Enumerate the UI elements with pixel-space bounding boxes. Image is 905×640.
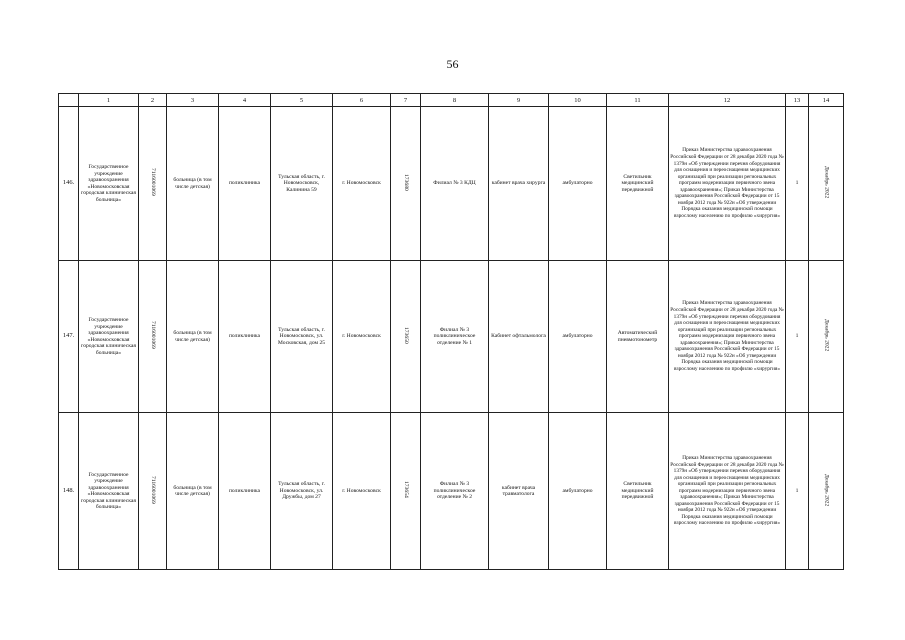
facility-type: больница (в том числе детская) (167, 413, 219, 570)
date-cell (809, 261, 844, 413)
row-number: 146. (59, 107, 79, 261)
organization-name: Государственное учреждение здравоохранения «Новомосковская городская клиническая больница» (79, 107, 139, 261)
org-code: 7116001069 (149, 321, 156, 350)
organization-name: Государственное учреждение здравоохранения «Новомосковская городская клиническая больница» (79, 261, 139, 413)
care-form: амбулаторно (549, 261, 607, 413)
column-header: 13 (786, 94, 809, 107)
equipment: Светильник медицинский передвижной (607, 107, 669, 261)
zip-code: 173650 (402, 326, 409, 344)
column-number-row (59, 94, 844, 107)
column-header: 12 (669, 94, 786, 107)
column-header: 10 (549, 94, 607, 107)
care-form: амбулаторно (549, 413, 607, 570)
address: Тульская область, г. Новомосковск, ул. Московская, дом 25 (271, 261, 333, 413)
org-code: 7116001069 (149, 475, 156, 504)
table-row (59, 107, 844, 261)
room: кабинет врача хирурга (489, 107, 549, 261)
org-code: 7116001069 (149, 168, 156, 197)
care-form: амбулаторно (549, 107, 607, 261)
equipment: Автоматический пневмотонометр (607, 261, 669, 413)
address: Тульская область, г. Новомосковск, Калинина 59 (271, 107, 333, 261)
equipment: Светильник медицинский передвижной (607, 413, 669, 570)
column-header: 4 (219, 94, 271, 107)
column-header (59, 94, 79, 107)
column-header: 8 (421, 94, 489, 107)
quantity: 1 (786, 261, 809, 413)
row-number: 148. (59, 413, 79, 570)
column-header: 5 (271, 94, 333, 107)
column-header: 2 (139, 94, 167, 107)
zip-code: 173654 (402, 481, 409, 499)
column-header: 6 (333, 94, 391, 107)
table-row (59, 413, 844, 570)
column-header: 3 (167, 94, 219, 107)
zip-cell (391, 413, 421, 570)
column-header: 9 (489, 94, 549, 107)
column-header: 1 (79, 94, 139, 107)
equipment-table (58, 93, 844, 570)
room: кабинет врача травматолога (489, 413, 549, 570)
column-header: 7 (391, 94, 421, 107)
zip-code: 173680 (402, 173, 409, 191)
address: Тульская область, г. Новомосковск, ул. Дружбы, дом 27 (271, 413, 333, 570)
org-code-cell (139, 107, 167, 261)
facility-type: больница (в том числе детская) (167, 261, 219, 413)
zip-cell (391, 261, 421, 413)
legal-basis: Приказ Министерства здравоохранения Российской Федерации от 28 декабря 2020 года № 1379н «Об утверждении перечня оборудования для оснащения и переоснащения медицинских организаций при реализации региональных программ модернизации первичного звена здравоохранения»; Приказ Министерства здравоохранения Российской Федерации от 15 ноября 2012 года № 922н «Об утверждении Порядка оказания медицинской помощи взрослому населению по профилю «хирургия» (669, 413, 786, 570)
city: г. Новомосковск (333, 107, 391, 261)
row-number: 147. (59, 261, 79, 413)
branch: Филиал № 3 поликлиническое отделение № 1 (421, 261, 489, 413)
column-header: 14 (809, 94, 844, 107)
delivery-date: Декабрь 2022 (823, 166, 830, 199)
facility-kind: поликлиника (219, 261, 271, 413)
branch: Филиал № 3 КДЦ (421, 107, 489, 261)
column-header: 11 (607, 94, 669, 107)
legal-basis: Приказ Министерства здравоохранения Российской Федерации от 28 декабря 2020 года № 1379н «Об утверждении перечня оборудования для оснащения и переоснащения медицинских организаций при реализации региональных программ модернизации первичного звена здравоохранения»; Приказ Министерства здравоохранения Российской Федерации от 15 ноября 2012 года № 922н «Об утверждении Порядка оказания медицинской помощи взрослому населению по профилю «хирургия» (669, 107, 786, 261)
date-cell (809, 107, 844, 261)
facility-kind: поликлиника (219, 107, 271, 261)
delivery-date: Декабрь 2022 (823, 319, 830, 352)
delivery-date: Декабрь 2022 (823, 473, 830, 506)
city: г. Новомосковск (333, 413, 391, 570)
quantity: 1 (786, 413, 809, 570)
branch: Филиал № 3 поликлиническое отделение № 2 (421, 413, 489, 570)
facility-type: больница (в том числе детская) (167, 107, 219, 261)
room: Кабинет офтальмолога (489, 261, 549, 413)
org-code-cell (139, 261, 167, 413)
quantity: 1 (786, 107, 809, 261)
page-number: 56 (446, 57, 459, 71)
org-code-cell (139, 413, 167, 570)
organization-name: Государственное учреждение здравоохранения «Новомосковская городская клиническая больница» (79, 413, 139, 570)
zip-cell (391, 107, 421, 261)
table-row (59, 261, 844, 413)
city: г. Новомосковск (333, 261, 391, 413)
facility-kind: поликлиника (219, 413, 271, 570)
legal-basis: Приказ Министерства здравоохранения Российской Федерации от 28 декабря 2020 года № 1379н «Об утверждении перечня оборудования для оснащения и переоснащения медицинских организаций при реализации региональных программ модернизации первичного звена здравоохранения»; Приказ Министерства здравоохранения Российской Федерации от 15 ноября 2012 года № 922н «Об утверждении Порядка оказания медицинской помощи взрослому населению по профилю «хирургия» (669, 261, 786, 413)
date-cell (809, 413, 844, 570)
